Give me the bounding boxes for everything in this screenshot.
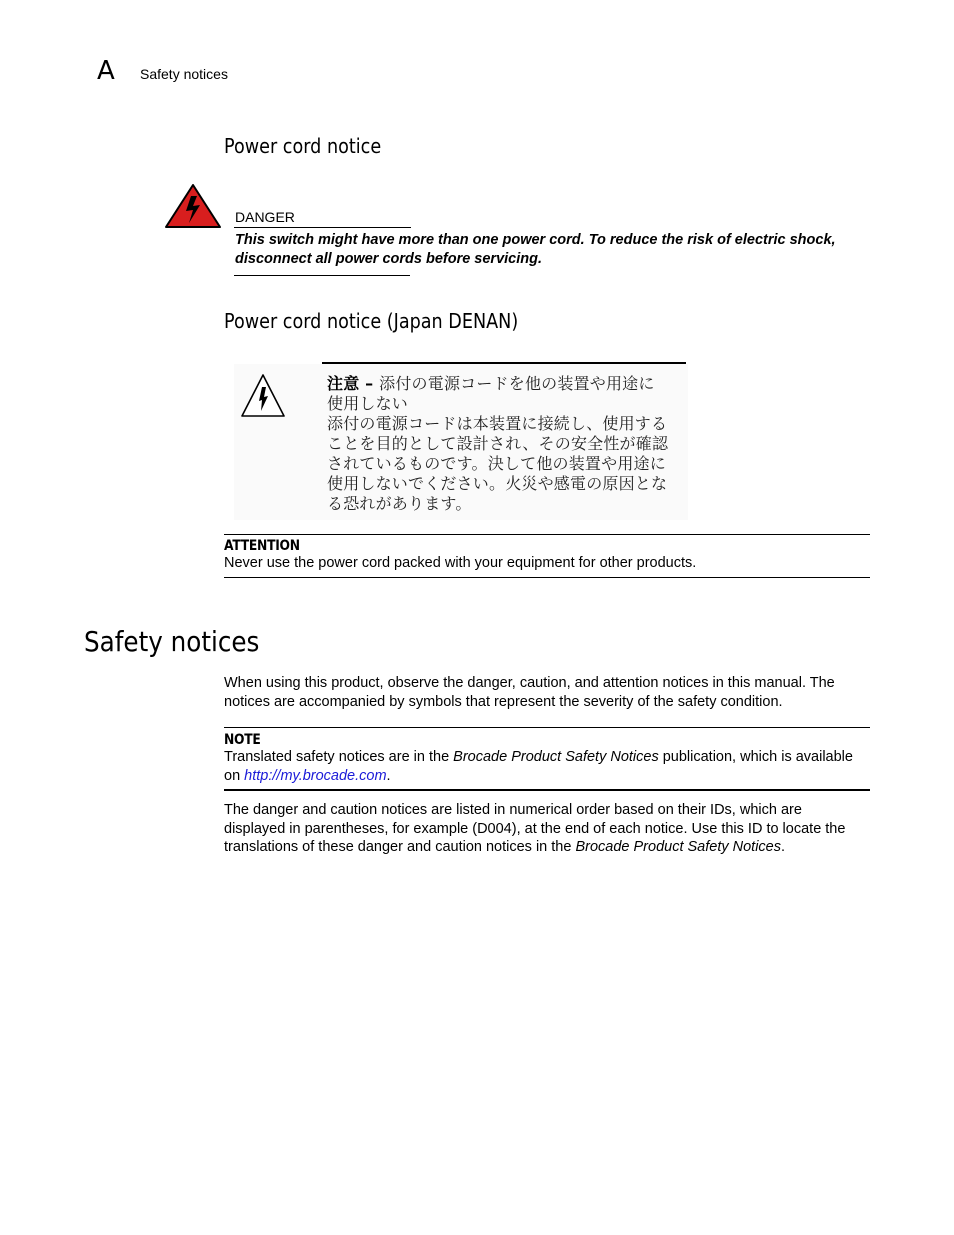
intro-para-line2: notices are accompanied by symbols that represent the severity of the safety condition. [224, 694, 783, 710]
note-line1-c: publication, which is available [658, 749, 853, 765]
danger-bottom-rule [234, 275, 410, 276]
japan-dash: – [359, 374, 380, 393]
attention-text: Never use the power cord packed with your equipment for other products. [224, 555, 697, 571]
danger-text-line1: This switch might have more than one power cord. To reduce the risk of electric shock, [235, 232, 836, 248]
note-publication-title: Brocade Product Safety Notices [453, 749, 659, 765]
attention-label: ATTENTION [224, 538, 300, 554]
note-line2 [224, 767, 391, 786]
note-top-rule [224, 727, 870, 728]
japan-lead: 注意 [327, 374, 360, 393]
running-header-title: Safety notices [140, 66, 228, 82]
order-line3-a: translations of these danger and caution notices in the [224, 839, 576, 855]
attention-bottom-rule [224, 577, 870, 578]
japan-text-line5: されているものです。決して他の装置や用途に [327, 454, 666, 473]
japan-text-line6: 使用しないでください。火災や感電の原因とな [327, 474, 668, 493]
japan-text-line7: る恐れがあります。 [327, 494, 472, 513]
note-bottom-rule [224, 789, 870, 791]
safety-notices-heading: Safety notices [84, 625, 260, 658]
japan-notice-box [234, 364, 688, 520]
japan-text-line4: ことを目的として設計され、その安全性が確認 [327, 434, 669, 453]
electric-hazard-icon [239, 372, 287, 418]
japan-text-line3: 添付の電源コードは本装置に接続し、使用する [327, 414, 668, 433]
danger-text-line2: disconnect all power cords before servicing. [235, 251, 543, 267]
note-label: NOTE [224, 732, 261, 748]
note-line2-c: . [386, 768, 391, 784]
danger-label: DANGER [235, 209, 295, 225]
order-para-line3 [224, 838, 785, 857]
japan-line1-text: 添付の電源コードを他の装置や用途に [379, 374, 655, 393]
note-line2-a: on [224, 768, 245, 784]
attention-top-rule [224, 534, 870, 535]
japan-notice-heading: Power cord notice (Japan DENAN) [224, 309, 519, 333]
order-para-line2: displayed in parentheses, for example (D004), at the end of each notice. Use this ID to locate the [224, 821, 846, 837]
intro-para-line1: When using this product, observe the danger, caution, and attention notices in this manual. The [224, 675, 835, 691]
appendix-letter: A [97, 56, 115, 86]
order-para-line1: The danger and caution notices are listed in numerical order based on their IDs, which are [224, 802, 802, 818]
japan-text-line1 [327, 374, 655, 394]
order-line3-c: . [781, 839, 786, 855]
danger-label-rule [234, 227, 411, 228]
order-publication-title: Brocade Product Safety Notices [575, 839, 781, 855]
power-cord-notice-heading: Power cord notice [224, 134, 382, 158]
note-line1 [224, 748, 853, 767]
note-line1-a: Translated safety notices are in the [224, 749, 454, 765]
japan-text-line2: 使用しない [327, 394, 409, 413]
brocade-link[interactable]: http://my.brocade.com [244, 768, 387, 784]
danger-warning-icon [164, 183, 222, 229]
